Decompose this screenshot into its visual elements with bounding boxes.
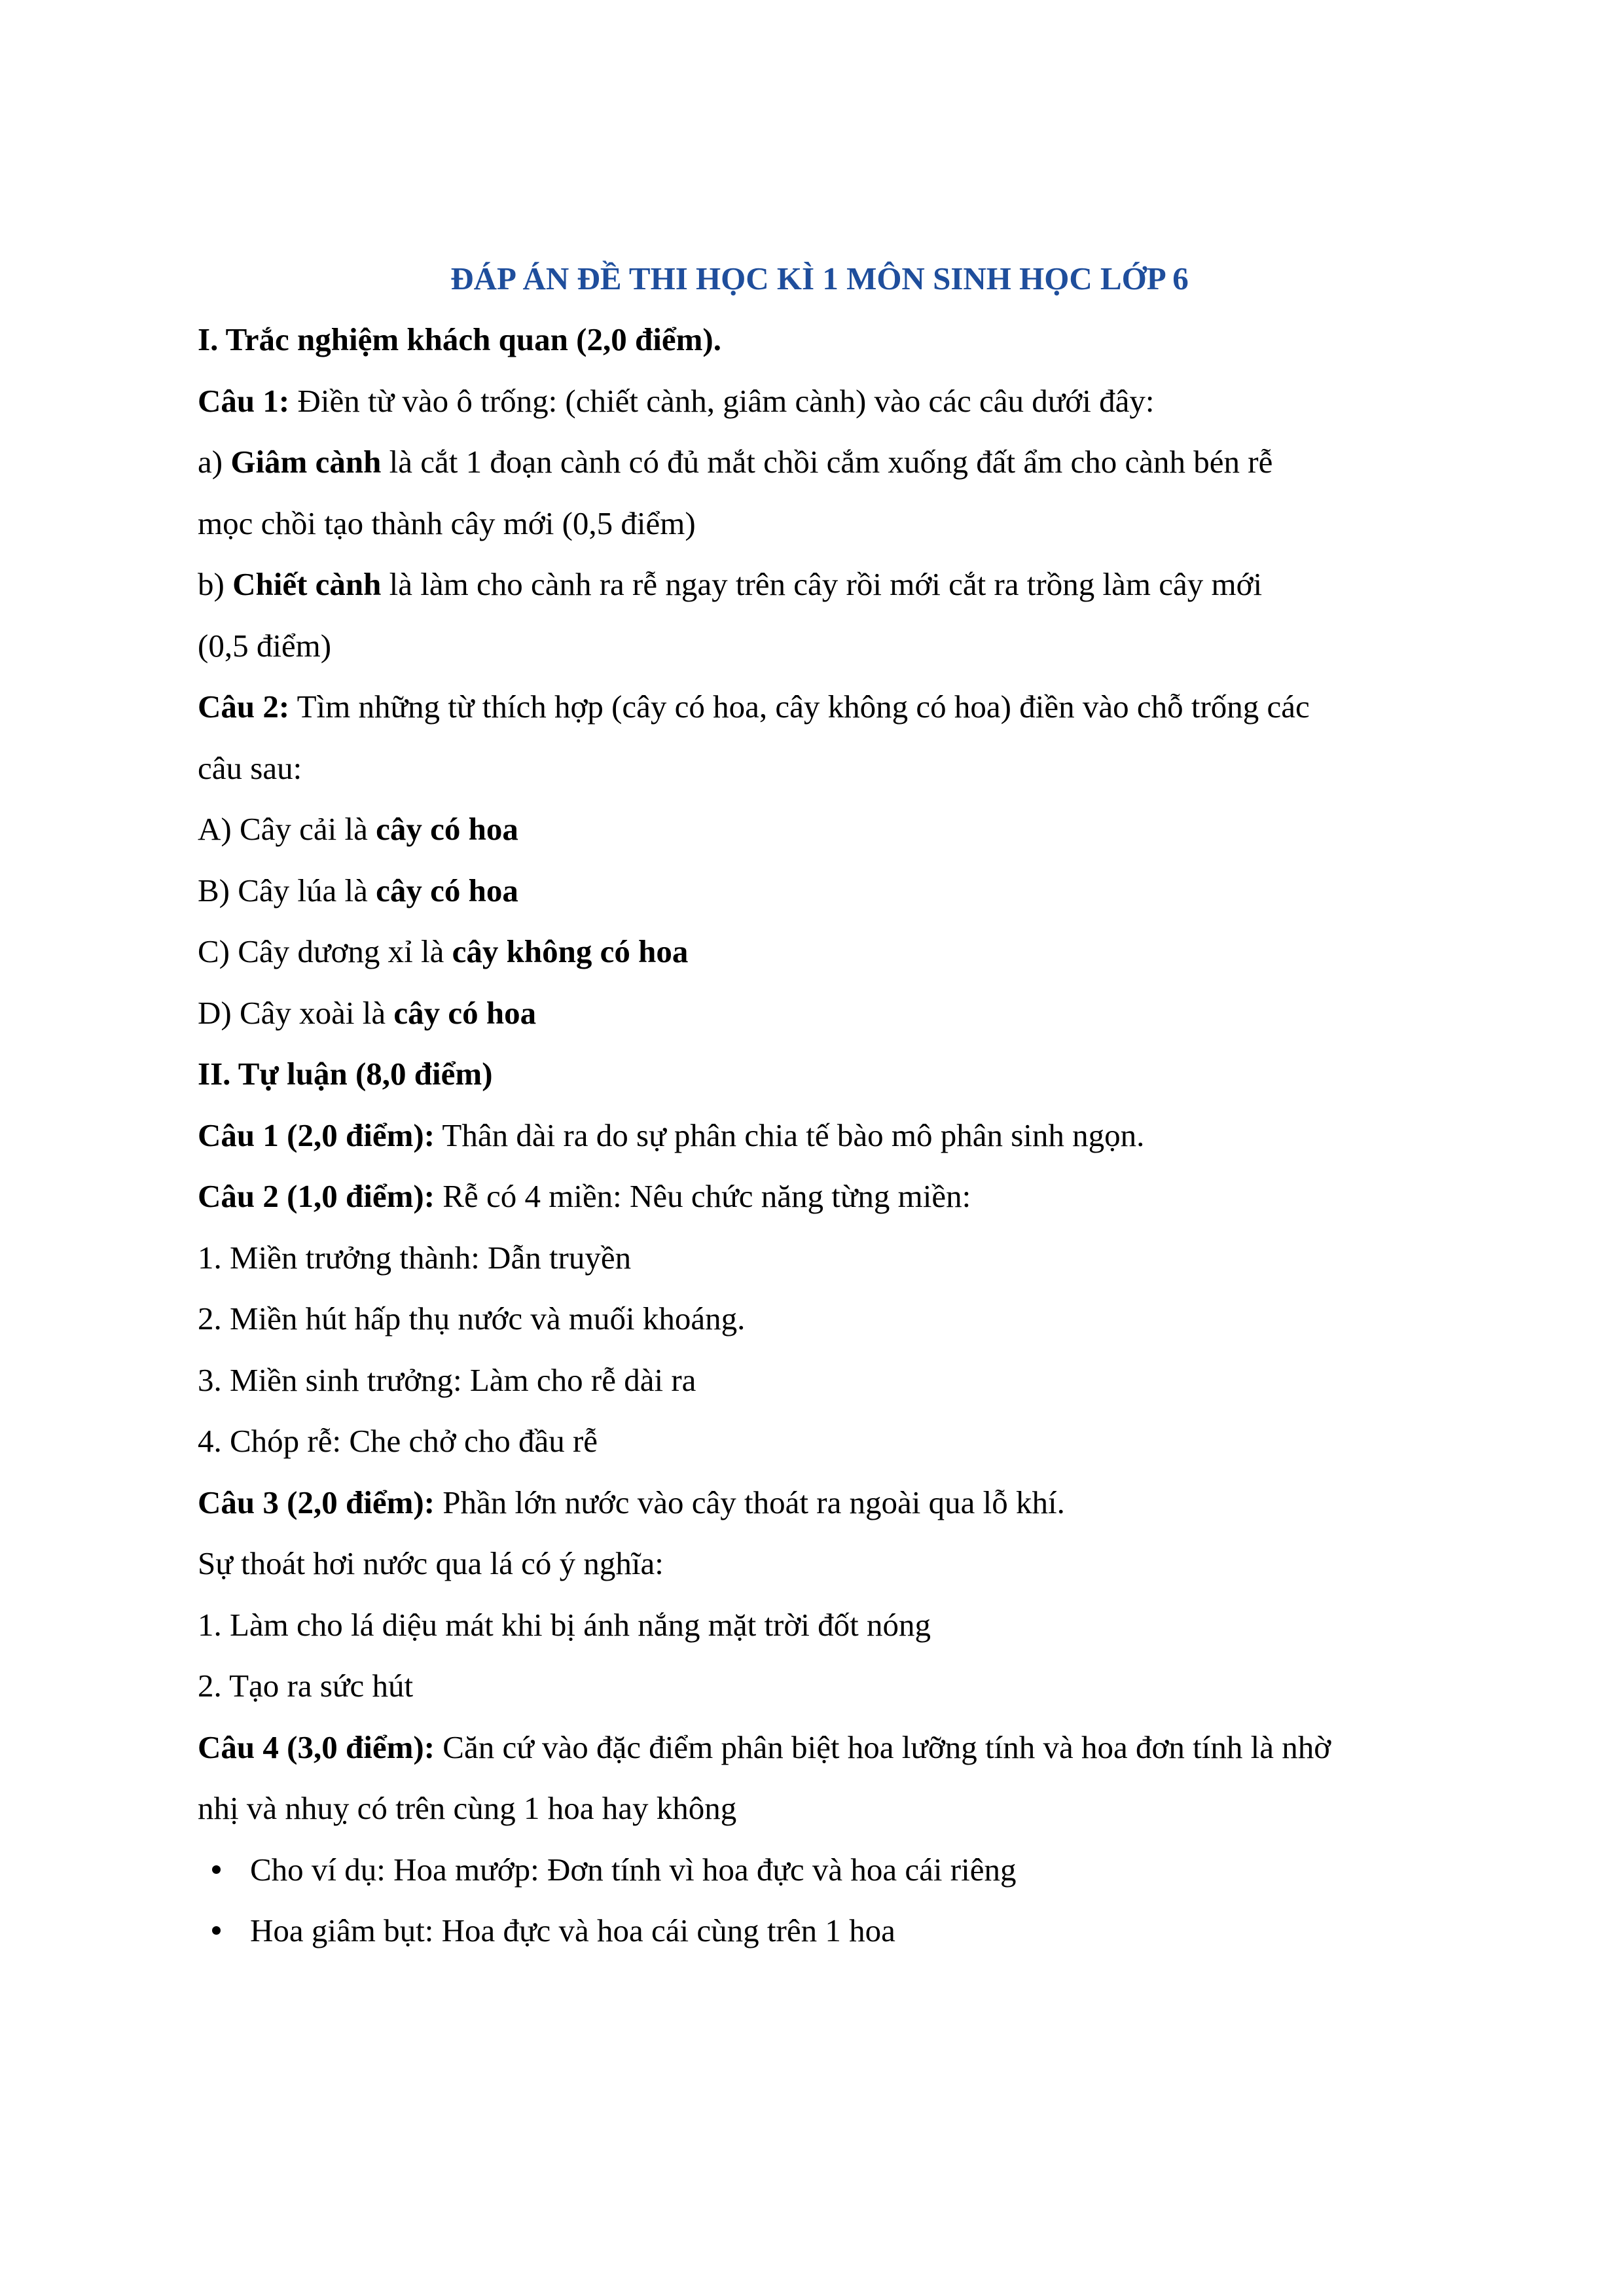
s1-q1-label: Câu 1: <box>198 382 290 419</box>
s2-q1-label: Câu 1 (2,0 điểm): <box>198 1117 435 1153</box>
s1-q2-item: B) Cây lúa là cây có hoa <box>198 872 518 908</box>
s2-q1: Câu 1 (2,0 điểm): Thân dài ra do sự phân chia tế bào mô phân sinh ngọn. <box>198 1117 1145 1153</box>
s1-q1-answer-b-line1: b) Chiết cành là làm cho cành ra rễ ngay trên cây rồi mới cắt ra trồng làm cây mới <box>198 566 1263 602</box>
s1-q2-label: Câu 2: <box>198 689 290 725</box>
s2-q4-line2: nhị và nhuỵ có trên cùng 1 hoa hay không <box>198 1790 737 1826</box>
s2-q2-item: 1. Miền trưởng thành: Dẫn truyền <box>198 1239 632 1276</box>
s2-q3-item: 2. Tạo ra sức hút <box>198 1668 414 1704</box>
s1-q1-answer-a-line1: a) Giâm cành là cắt 1 đoạn cành có đủ mắt chồi cắm xuống đất ẩm cho cành bén rễ <box>198 444 1273 480</box>
s1-q2-item: C) Cây dương xỉ là cây không có hoa <box>198 933 689 969</box>
bullet-icon <box>212 1865 221 1874</box>
bullet-icon <box>212 1926 221 1935</box>
s2-q3-label: Câu 3 (2,0 điểm): <box>198 1484 435 1520</box>
s2-q2: Câu 2 (1,0 điểm): Rễ có 4 miền: Nêu chức năng từng miền: <box>198 1178 971 1214</box>
s1-q2-prompt-line2: câu sau: <box>198 749 302 786</box>
s2-q4-label: Câu 4 (3,0 điểm): <box>198 1729 435 1765</box>
s2-q2-label: Câu 2 (1,0 điểm): <box>198 1178 435 1214</box>
s1-q1-answer-a-term: Giâm cành <box>230 444 382 480</box>
s1-q2-item: A) Cây cải là cây có hoa <box>198 811 518 847</box>
s2-q2-item: 2. Miền hút hấp thụ nước và muối khoáng. <box>198 1300 746 1336</box>
section-2-heading: II. Tự luận (8,0 điểm) <box>198 1056 493 1092</box>
s1-q2-prompt-line1: Câu 2: Tìm những từ thích hợp (cây có hoa, cây không có hoa) điền vào chỗ trống các <box>198 689 1310 725</box>
s2-q4-bullet: Cho ví dụ: Hoa mướp: Đơn tính vì hoa đực và hoa cái riêng <box>198 1839 1441 1901</box>
s2-q2-item: 4. Chóp rễ: Che chở cho đầu rễ <box>198 1423 598 1459</box>
s2-q3-item: 1. Làm cho lá diệu mát khi bị ánh nắng mặt trời đốt nóng <box>198 1606 931 1643</box>
document-page <box>198 249 1441 1962</box>
s1-q1-answer-a-line2: mọc chồi tạo thành cây mới (0,5 điểm) <box>198 505 696 541</box>
s1-q1-prompt: Câu 1: Điền từ vào ô trống: (chiết cành, giâm cành) vào các câu dưới đây: <box>198 382 1155 419</box>
s1-q2-item: D) Cây xoài là cây có hoa <box>198 994 537 1031</box>
s2-q4-bullet: Hoa giâm bụt: Hoa đực và hoa cái cùng trên 1 hoa <box>198 1900 1441 1962</box>
s2-q4-line1: Câu 4 (3,0 điểm): Căn cứ vào đặc điểm phân biệt hoa lưỡng tính và hoa đơn tính là nhờ <box>198 1729 1331 1765</box>
s1-q1-answer-b-line2: (0,5 điểm) <box>198 627 332 664</box>
document-title: ĐÁP ÁN ĐỀ THI HỌC KÌ 1 MÔN SINH HỌC LỚP 6 <box>450 260 1189 296</box>
s2-q3: Câu 3 (2,0 điểm): Phần lớn nước vào cây thoát ra ngoài qua lỗ khí. <box>198 1484 1065 1520</box>
s1-q1-answer-b-term: Chiết cành <box>232 566 382 602</box>
s2-q2-item: 3. Miền sinh trưởng: Làm cho rễ dài ra <box>198 1361 696 1398</box>
s2-q3-line2: Sự thoát hơi nước qua lá có ý nghĩa: <box>198 1545 664 1581</box>
section-1-heading: I. Trắc nghiệm khách quan (2,0 điểm). <box>198 321 721 357</box>
